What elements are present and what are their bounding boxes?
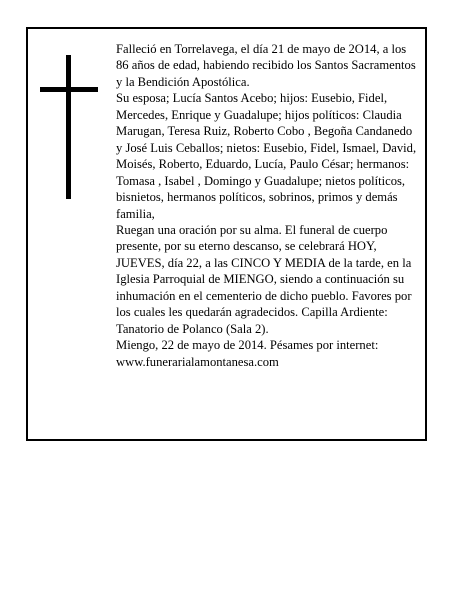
notice-text (116, 41, 420, 370)
family-list: Su esposa; Lucía Santos Acebo; hijos: Eusebio, Fidel, Mercedes, Enrique y Guadalupe; hijos políticos: Claudia Marugan, Teresa Ruiz, Roberto Cobo , Begoña Candanedo y José Luis Ceballos; nietos: Eusebio, Fidel, Ismael, David, Moisés, Roberto, Eduardo, Lucía, Paulo César; hermanos: Tomasa , Isabel , Domingo y Guadalupe; nietos políticos, bisnietos, hermanos políticos, sobrinos, primos y demás familia, (116, 91, 417, 221)
place-date-and-website: Miengo, 22 de mayo de 2014. Pésames por internet: www.funerarialamontanesa.com (116, 338, 379, 369)
cross-horizontal-bar (40, 87, 98, 92)
death-announcement: Falleció en Torrelavega, el día 21 de mayo de 2O14, a los 86 años de edad, habiendo recibido los Santos Sacramentos y la Bendición Apostólica. (116, 42, 416, 89)
latin-cross-icon (40, 55, 98, 199)
cross-vertical-bar (66, 55, 71, 199)
obituary-notice (26, 27, 427, 441)
funeral-details: Ruegan una oración por su alma. El funeral de cuerpo presente, por su eterno descanso, se celebrará HOY, JUEVES, día 22, a las CINCO Y MEDIA de la tarde, en la Iglesia Parroquial de MIENGO, siendo a continuación su inhumación en el cementerio de dicho pueblo. Favores por los cuales les quedarán agradecidos. Capilla Ardiente: Tanatorio de Polanco (Sala 2). (116, 222, 412, 336)
